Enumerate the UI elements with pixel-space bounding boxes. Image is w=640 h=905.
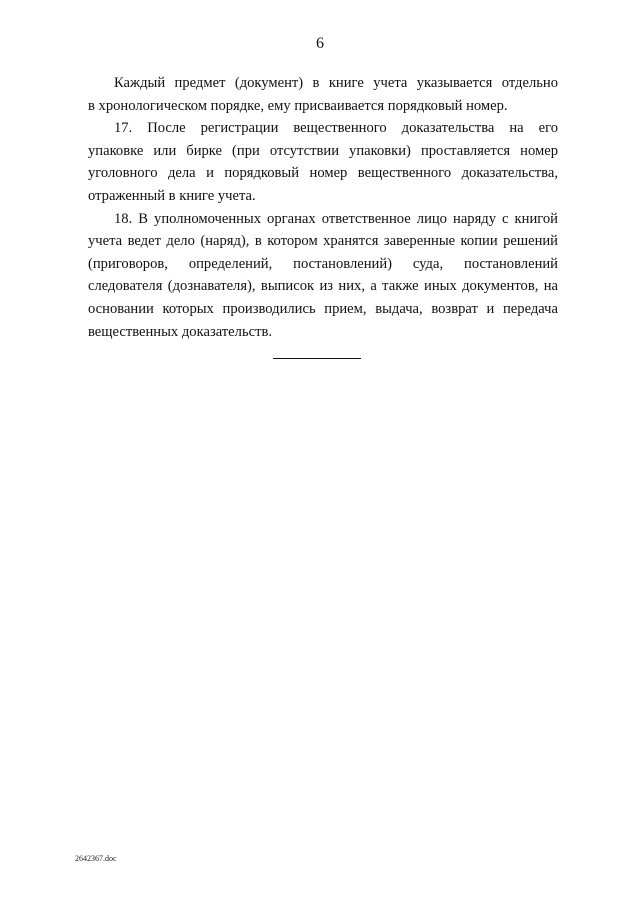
paragraph-17 bbox=[88, 117, 558, 207]
document-body bbox=[88, 72, 558, 343]
text-line: отраженный в книге учета. bbox=[88, 187, 256, 204]
text-line: вещественных доказательств. bbox=[88, 323, 272, 340]
text-line: упаковке или бирке (при отсутствии упаковки) проставляется номер bbox=[88, 142, 558, 159]
text-line: 18. В уполномоченных органах ответственное лицо наряду с книгой bbox=[114, 210, 558, 227]
paragraph-18 bbox=[88, 208, 558, 344]
text-line: учета ведет дело (наряд), в котором хранятся заверенные копии решений bbox=[88, 233, 558, 250]
text-line: в хронологическом порядке, ему присваивается порядковый номер. bbox=[88, 97, 508, 114]
text-line: уголовного дела и порядковый номер вещественного доказательства, bbox=[88, 165, 558, 182]
text-line: Каждый предмет (документ) в книге учета указывается отдельно bbox=[114, 75, 558, 91]
file-code: 2642367.doc bbox=[75, 854, 117, 863]
paragraph-registration-order bbox=[88, 72, 558, 117]
separator-line bbox=[273, 358, 361, 359]
text-line: следователя (дознавателя), выписок из них, а также иных документов, на bbox=[88, 278, 558, 295]
text-line: 17. После регистрации вещественного доказательства на его bbox=[114, 120, 558, 137]
text-line: (приговоров, определений, постановлений) суда, постановлений bbox=[88, 255, 558, 272]
page-number: 6 bbox=[316, 35, 324, 52]
text-line: основании которых производились прием, выдача, возврат и передача bbox=[88, 300, 558, 317]
